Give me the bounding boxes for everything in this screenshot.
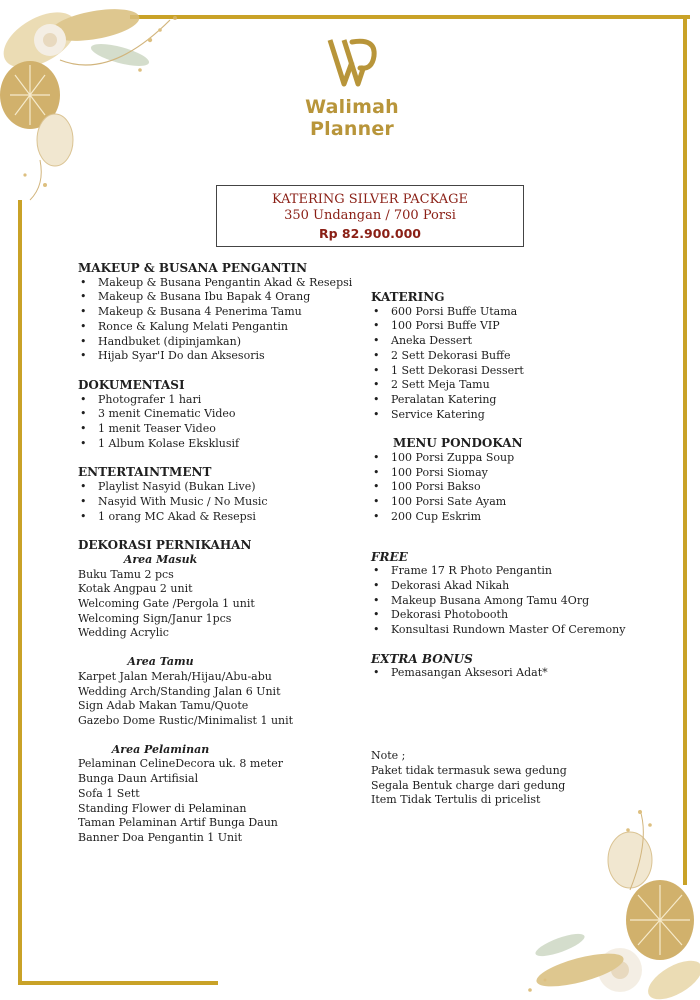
text-line: Sofa 1 Sett xyxy=(78,786,140,800)
text-line: Pelaminan CelineDecora uk. 8 meter xyxy=(78,757,284,771)
subsection-title-area-pelaminan: Area Pelaminan xyxy=(111,742,210,756)
text-line: Buku Tamu 2 pcs xyxy=(78,567,174,581)
section-title-katering: KATERING xyxy=(371,290,445,304)
frame-right-line xyxy=(683,15,687,885)
list-item: • Photografer 1 hari xyxy=(78,393,358,408)
text-line: Taman Pelaminan Artif Bunga Daun xyxy=(78,816,278,830)
section-title-menu-pondokan: MENU PONDOKAN xyxy=(393,436,523,451)
list-item: • 1 menit Teaser Video xyxy=(78,422,358,437)
list-item: • 200 Cup Eskrim xyxy=(371,510,681,525)
brand-name: Walimah Planner xyxy=(305,96,399,140)
list-item: • Peralatan Katering xyxy=(371,393,681,408)
text-line: Kotak Angpau 2 unit xyxy=(78,582,193,596)
list-item: • 3 menit Cinematic Video xyxy=(78,407,358,422)
note-title: Note ; xyxy=(371,749,406,763)
package-subtitle: 350 Undangan / 700 Porsi xyxy=(284,208,456,223)
floral-decoration-top-left xyxy=(0,0,190,210)
list-item: • Makeup & Busana Ibu Bapak 4 Orang xyxy=(78,290,358,305)
list-item: • Hijab Syar'I Do dan Aksesoris xyxy=(78,349,358,364)
text-line: Welcoming Sign/Janur 1pcs xyxy=(78,611,232,625)
list-item: • Makeup & Busana 4 Penerima Tamu xyxy=(78,305,358,320)
brand-logo xyxy=(262,32,442,140)
list-item: • Frame 17 R Photo Pengantin xyxy=(371,564,681,579)
katering-list xyxy=(371,305,681,423)
dokumentasi-list xyxy=(78,393,358,452)
package-title: KATERING SILVER PACKAGE xyxy=(271,192,469,207)
text-line: Wedding Acrylic xyxy=(78,626,169,640)
list-item: • 1 Sett Dekorasi Dessert xyxy=(371,364,681,379)
list-item: • 100 Porsi Bakso xyxy=(371,480,681,495)
note-line: Item Tidak Tertulis di pricelist xyxy=(371,793,541,807)
list-item: • 100 Porsi Buffe VIP xyxy=(371,319,681,334)
text-line: Sign Adab Makan Tamu/Quote xyxy=(78,699,249,713)
frame-top-line xyxy=(130,15,690,19)
section-title-makeup: MAKEUP & BUSANA PENGANTIN xyxy=(78,261,308,275)
list-item: • 1 Album Kolase Eksklusif xyxy=(78,437,358,452)
note-line: Paket tidak termasuk sewa gedung xyxy=(371,763,567,777)
free-list xyxy=(371,564,681,638)
list-item: • Dekorasi Photobooth xyxy=(371,608,681,623)
list-item: • Nasyid With Music / No Music xyxy=(78,495,358,510)
note-line: Segala Bentuk charge dari gedung xyxy=(371,778,566,792)
frame-left-line xyxy=(18,200,22,985)
wp-monogram-icon xyxy=(322,32,382,92)
text-line: Banner Doa Pengantin 1 Unit xyxy=(78,830,243,844)
list-item: • Makeup Busana Among Tamu 4Org xyxy=(371,594,681,609)
right-column xyxy=(371,290,681,808)
list-item: • Service Katering xyxy=(371,408,681,423)
list-item: • Handbuket (dipinjamkan) xyxy=(78,335,358,350)
text-line: Karpet Jalan Merah/Hijau/Abu-abu xyxy=(78,669,272,683)
section-title-free: FREE xyxy=(371,549,408,564)
list-item: • 2 Sett Dekorasi Buffe xyxy=(371,349,681,364)
section-title-dekorasi: DEKORASI PERNIKAHAN xyxy=(78,538,252,553)
subsection-title-area-masuk: Area Masuk xyxy=(123,552,198,566)
list-item: • Pemasangan Aksesori Adat* xyxy=(371,666,681,681)
list-item: • Aneka Dessert xyxy=(371,334,681,349)
list-item: • 600 Porsi Buffe Utama xyxy=(371,305,681,320)
list-item: • Ronce & Kalung Melati Pengantin xyxy=(78,320,358,335)
left-column xyxy=(78,261,358,846)
makeup-list xyxy=(78,276,358,364)
package-header-box xyxy=(216,185,524,247)
floral-decoration-bottom-right xyxy=(500,800,700,1000)
text-line: Standing Flower di Pelaminan xyxy=(78,801,247,815)
list-item: • Dekorasi Akad Nikah xyxy=(371,579,681,594)
entertainment-list xyxy=(78,480,358,524)
list-item: • 100 Porsi Zuppa Soup xyxy=(371,451,681,466)
extra-bonus-list xyxy=(371,666,681,681)
section-title-extra-bonus: EXTRA BONUS xyxy=(371,651,473,666)
menu-pondokan-list xyxy=(371,451,681,525)
text-line: Bunga Daun Artifisial xyxy=(78,772,199,786)
list-item: • Playlist Nasyid (Bukan Live) xyxy=(78,480,358,495)
section-title-dokumentasi: DOKUMENTASI xyxy=(78,377,185,392)
text-line: Wedding Arch/Standing Jalan 6 Unit xyxy=(78,684,281,698)
text-line: Welcoming Gate /Pergola 1 unit xyxy=(78,597,255,611)
list-item: • 2 Sett Meja Tamu xyxy=(371,378,681,393)
package-price: Rp 82.900.000 xyxy=(318,226,421,241)
list-item: • 100 Porsi Siomay xyxy=(371,466,681,481)
subsection-title-area-tamu: Area Tamu xyxy=(127,655,194,669)
list-item: • 1 orang MC Akad & Resepsi xyxy=(78,510,358,525)
list-item: • Konsultasi Rundown Master Of Ceremony xyxy=(371,623,681,638)
list-item: • Makeup & Busana Pengantin Akad & Resepsi xyxy=(78,276,358,291)
list-item: • 100 Porsi Sate Ayam xyxy=(371,495,681,510)
frame-bottom-line xyxy=(18,981,218,985)
text-line: Gazebo Dome Rustic/Minimalist 1 unit xyxy=(78,713,294,727)
section-title-entertainment: ENTERTAINTMENT xyxy=(78,465,212,480)
